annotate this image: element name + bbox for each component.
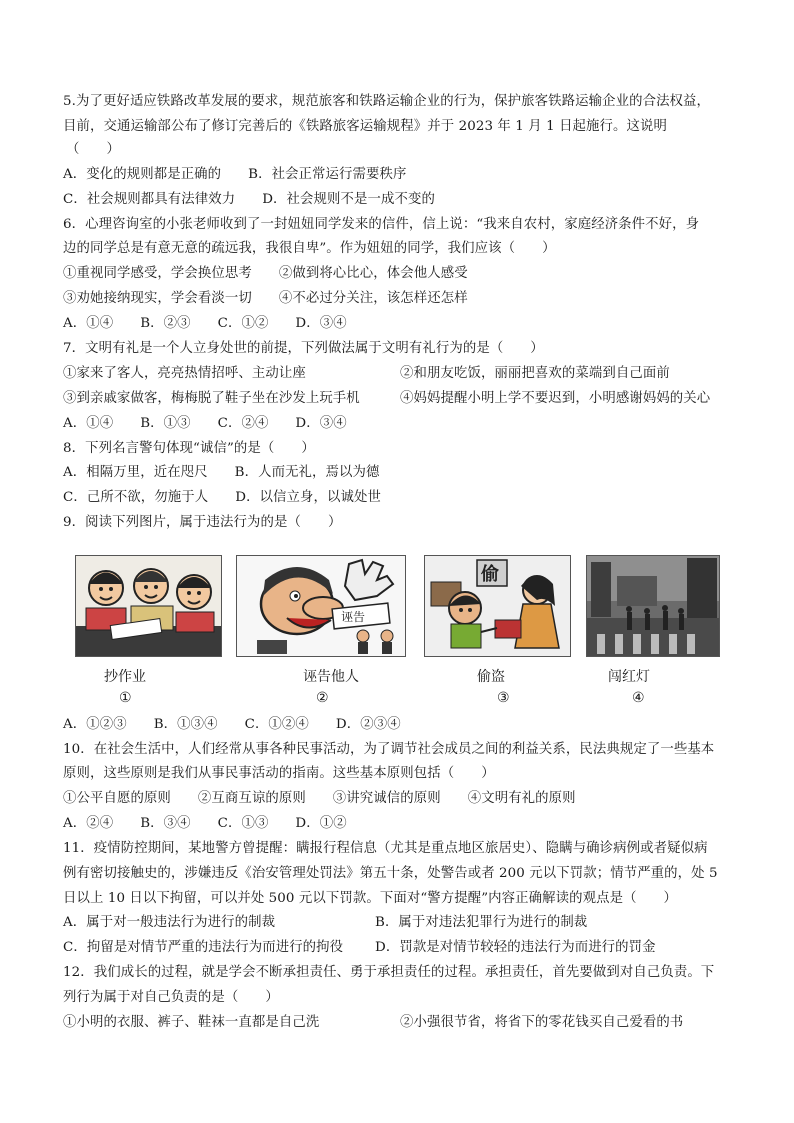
q9-caption-3: 偷盗 bbox=[477, 669, 505, 685]
q9-picture-3-label: 偷 bbox=[481, 564, 499, 585]
q9-caption-4: 闯红灯 bbox=[608, 669, 650, 685]
q9-number-3: ③ bbox=[497, 690, 510, 706]
q11-option-b: B．属于对违法犯罪行为进行的制裁 bbox=[375, 915, 588, 930]
q12-item-2: ②小强很节省，将省下的零花钱买自己爱看的书 bbox=[400, 1015, 684, 1030]
q6-items-3-4: ③劝她接纳现实，学会看淡一切 ④不必过分关注，该怎样还怎样 bbox=[63, 291, 468, 306]
q11-option-a: A．属于对一般违法行为进行的制裁 bbox=[63, 915, 276, 930]
q9-picture-2-label: 诬告 bbox=[341, 610, 366, 624]
q9-picture-false-accusation bbox=[236, 555, 406, 657]
q8-options-ab: A．相隔万里，近在咫尺 B．人而无礼，焉以为德 bbox=[63, 465, 380, 480]
q11-stem-line2: 例有密切接触史的，涉嫌违反《治安管理处罚法》第五十条，处警告或者 200 元以下罚款；情节严重的，处 5 bbox=[63, 866, 718, 881]
q12-stem-line1: 12．我们成长的过程，就是学会不断承担责任、勇于承担责任的过程。承担责任，首先要做到对自己负责。下 bbox=[63, 965, 715, 980]
q9-picture-copy-homework bbox=[75, 555, 222, 657]
q5-options-cd: C．社会规则都具有法律效力 D．社会规则不是一成不变的 bbox=[63, 192, 435, 207]
q12-item-1: ①小明的衣服、裤子、鞋袜一直都是自己洗 bbox=[63, 1015, 320, 1030]
q11-option-c: C．拘留是对情节严重的违法行为而进行的拘役 bbox=[63, 940, 344, 955]
q9-picture-red-light bbox=[586, 555, 720, 657]
q11-stem-line3: 日以上 10 日以下拘留，可以并处 500 元以下罚款。下面对“警方提醒”内容正确解读的观点是（ ） bbox=[63, 891, 678, 906]
q9-caption-2: 诬告他人 bbox=[303, 669, 359, 685]
q10-items: ①公平自愿的原则 ②互商互谅的原则 ③讲究诚信的原则 ④文明有礼的原则 bbox=[63, 791, 576, 806]
q5-stem-line1: 5.为了更好适应铁路改革发展的要求，规范旅客和铁路运输企业的行为，保护旅客铁路运输企业的合法权益， bbox=[63, 94, 711, 109]
q9-number-4: ④ bbox=[632, 690, 645, 706]
q7-item-3: ③到亲戚家做客，梅梅脱了鞋子坐在沙发上玩手机 bbox=[63, 391, 360, 406]
q9-caption-1: 抄作业 bbox=[104, 669, 146, 685]
q8-stem: 8．下列名言警句体现“诚信”的是（ ） bbox=[63, 441, 315, 456]
q6-items-1-2: ①重视同学感受，学会换位思考 ②做到将心比心，体会他人感受 bbox=[63, 266, 468, 281]
q10-stem-line2: 原则，这些原则是我们从事民事活动的指南。这些基本原则包括（ ） bbox=[63, 766, 495, 781]
q7-item-4: ④妈妈提醒小明上学不要迟到，小明感谢妈妈的关心 bbox=[400, 391, 711, 406]
q9-picture-strip bbox=[70, 555, 730, 655]
q8-options-cd: C．己所不欲，勿施于人 D．以信立身，以诚处世 bbox=[63, 490, 381, 505]
q6-stem-line1: 6．心理咨询室的小张老师收到了一封妞妞同学发来的信件，信上说：“我来自农村，家庭经济条件不好，身 bbox=[63, 217, 700, 232]
q9-options: A．①②③ B．①③④ C．①②④ D．②③④ bbox=[63, 717, 401, 732]
q9-number-1: ① bbox=[119, 690, 132, 706]
q6-stem-line2: 边的同学总是有意无意的疏远我，我很自卑”。作为妞妞的同学，我们应该（ ） bbox=[63, 241, 556, 256]
q9-number-2: ② bbox=[316, 690, 329, 706]
q11-option-d: D．罚款是对情节较轻的违法行为而进行的罚金 bbox=[375, 940, 656, 955]
q7-item-1: ①家来了客人，亮亮热情招呼、主动让座 bbox=[63, 366, 306, 381]
q5-answer-blank: （ ） bbox=[66, 142, 120, 157]
q7-item-2: ②和朋友吃饭，丽丽把喜欢的菜端到自己面前 bbox=[400, 366, 670, 381]
q10-options: A．②④ B．③④ C．①③ D．①② bbox=[63, 816, 347, 831]
q9-picture-theft bbox=[424, 555, 571, 657]
q10-stem-line1: 10．在社会生活中，人们经常从事各种民事活动，为了调节社会成员之间的利益关系，民法典规定了一些基本 bbox=[63, 742, 715, 757]
q5-options-ab: A．变化的规则都是正确的 B．社会正常运行需要秩序 bbox=[63, 167, 407, 182]
q11-stem-line1: 11．疫情防控期间，某地警方曾提醒：瞒报行程信息（尤其是重点地区旅居史）、隐瞒与确诊病例或者疑似病 bbox=[63, 841, 708, 856]
q7-options: A．①④ B．①③ C．②④ D．③④ bbox=[63, 416, 347, 431]
q9-stem: 9．阅读下列图片，属于违法行为的是（ ） bbox=[63, 515, 342, 530]
q5-stem-line2: 目前，交通运输部公布了修订完善后的《铁路旅客运输规程》并于 2023 年 1 月 1 日起施行。这说明 bbox=[63, 119, 667, 134]
q12-stem-line2: 列行为属于对自己负责的是（ ） bbox=[63, 990, 279, 1005]
q7-stem: 7．文明有礼是一个人立身处世的前提，下列做法属于文明有礼行为的是（ ） bbox=[63, 341, 544, 356]
q6-options: A．①④ B．②③ C．①② D．③④ bbox=[63, 316, 347, 331]
